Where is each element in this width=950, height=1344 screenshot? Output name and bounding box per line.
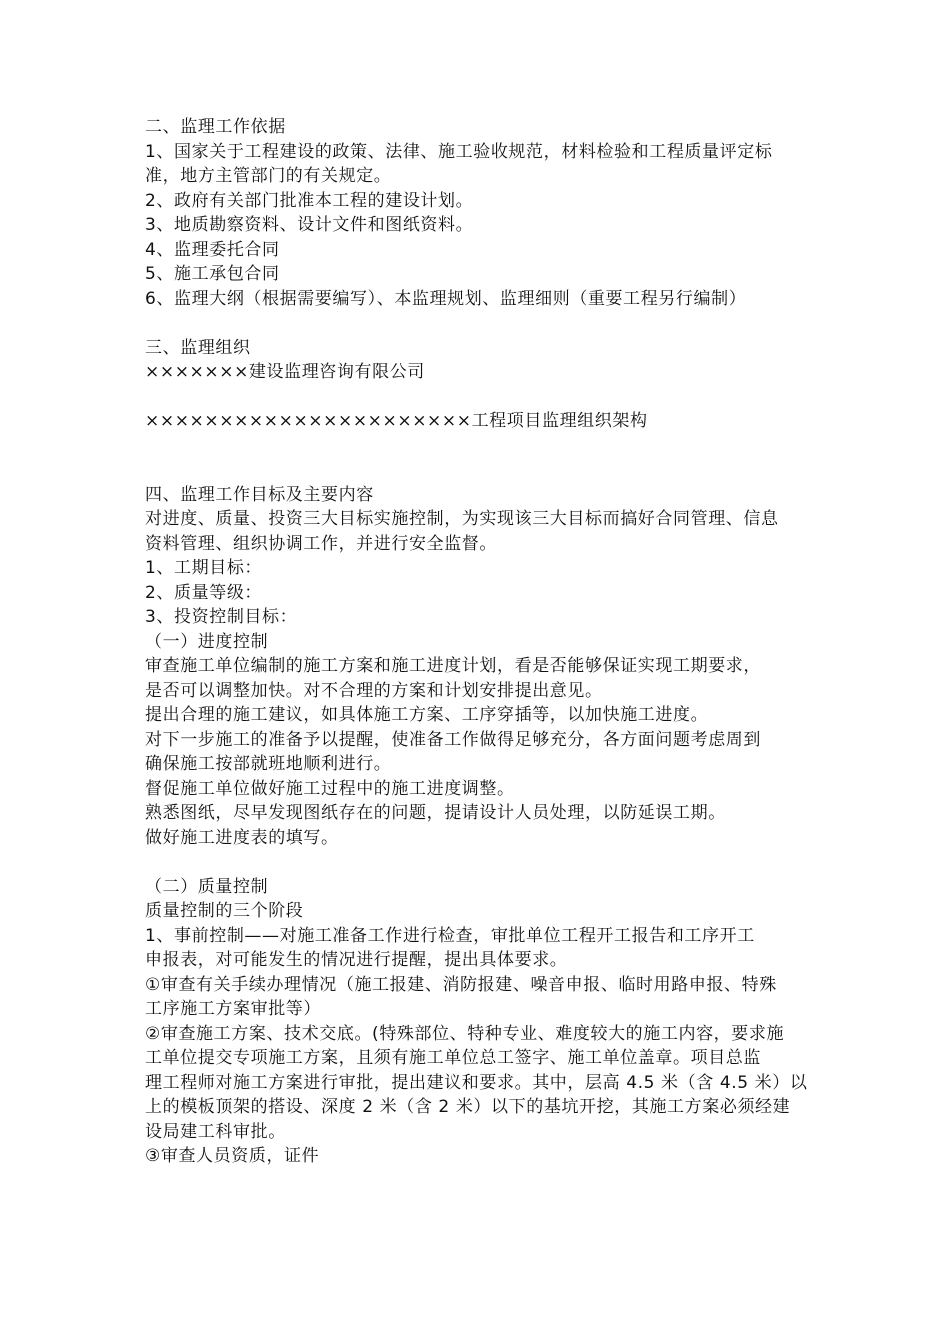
paragraph-line: 是否可以调整加快。对不合理的方案和计划安排提出意见。 bbox=[145, 680, 603, 701]
paragraph-line: 设局建工科审批。 bbox=[145, 1121, 286, 1142]
blank-line bbox=[145, 385, 815, 410]
paragraph-line: 对进度、质量、投资三大目标实施控制，为实现该三大目标而搞好合同管理、信息 bbox=[145, 509, 779, 529]
section-heading-basis: 二、监理工作依据 bbox=[145, 117, 286, 137]
paragraph-line: 审查施工单位编制的施工方案和施工进度计划，看是否能够保证实现工期要求， bbox=[145, 656, 761, 676]
blank-line bbox=[145, 458, 815, 483]
org-chart-caption: ××××××××××××××××××××××工程项目监理组织架构 bbox=[145, 411, 648, 431]
blank-line bbox=[145, 434, 815, 459]
paragraph-line: 熟悉图纸，尽早发现图纸存在的问题，提请设计人员处理，以防延误工期。 bbox=[145, 803, 726, 823]
blank-line bbox=[145, 311, 815, 336]
paragraph-line: 1、事前控制——对施工准备工作进行检查，审批单位工程开工报告和工序开工 bbox=[145, 925, 755, 946]
company-name: ×××××××建设监理咨询有限公司 bbox=[145, 362, 425, 382]
paragraph-line: 6、监理大纲（根据需要编写）、本监理规划、监理细则（重要工程另行编制） bbox=[145, 288, 747, 309]
paragraph-line: 3、投资控制目标： bbox=[145, 607, 298, 627]
paragraph-line: 工序施工方案审批等） bbox=[145, 999, 321, 1019]
paragraph-line: 1、国家关于工程建设的政策、法律、施工验收规范，材料检验和工程质量评定标 bbox=[145, 141, 773, 162]
paragraph-line: 3、地质勘察资料、设计文件和图纸资料。 bbox=[145, 215, 474, 235]
paragraph-line: ①审查有关手续办理情况（施工报建、消防报建、噪音申报、临时用路申报、特殊 bbox=[145, 974, 777, 995]
paragraph-line: 准，地方主管部门的有关规定。 bbox=[145, 166, 392, 186]
paragraph-line: 对下一步施工的准备予以提醒，使准备工作做得足够充分，各方面问题考虑周到 bbox=[145, 729, 761, 750]
paragraph-line: 5、施工承包合同 bbox=[145, 264, 280, 284]
section-heading-goals: 四、监理工作目标及主要内容 bbox=[145, 484, 374, 505]
paragraph-line: 提出合理的施工建议，如具体施工方案、工序穿插等，以加快施工进度。 bbox=[145, 705, 709, 725]
paragraph-line: 2、政府有关部门批准本工程的建设计划。 bbox=[145, 190, 474, 211]
paragraph-line: 1、工期目标： bbox=[145, 558, 263, 578]
paragraph-line: ②审查施工方案、技术交底。(特殊部位、特种专业、难度较大的施工内容，要求施 bbox=[145, 1023, 785, 1044]
paragraph-line: 质量控制的三个阶段 bbox=[145, 901, 304, 921]
paragraph-line: 督促施工单位做好施工过程中的施工进度调整。 bbox=[145, 778, 515, 799]
paragraph-line: 确保施工按部就班地顺利进行。 bbox=[145, 754, 392, 774]
subheading-progress-control: （一）进度控制 bbox=[145, 631, 269, 652]
paragraph-line: 2、质量等级： bbox=[145, 582, 263, 603]
paragraph-line: 申报表，对可能发生的情况进行提醒，提出具体要求。 bbox=[145, 950, 568, 970]
paragraph-line: 4、监理委托合同 bbox=[145, 239, 280, 260]
section-heading-organization: 三、监理组织 bbox=[145, 337, 251, 358]
subheading-quality-control: （二）质量控制 bbox=[145, 876, 269, 897]
paragraph-line: 资料管理、组织协调工作，并进行安全监督。 bbox=[145, 533, 497, 554]
paragraph-line: 做好施工进度表的填写。 bbox=[145, 827, 339, 848]
paragraph-line: ③审查人员资质，证件 bbox=[145, 1146, 320, 1166]
paragraph-line: 理工程师对施工方案进行审批，提出建议和要求。其中，层高 4.5 米（含 4.5 米）以 bbox=[145, 1072, 808, 1093]
paragraph-line: 工单位提交专项施工方案，且须有施工单位总工签字、施工单位盖章。项目总监 bbox=[145, 1048, 761, 1068]
document-body bbox=[145, 115, 815, 1169]
paragraph-line: 上的模板顶架的搭设、深度 2 米（含 2 米）以下的基坑开挖，其施工方案必须经建 bbox=[145, 1097, 791, 1117]
blank-line bbox=[145, 850, 815, 875]
